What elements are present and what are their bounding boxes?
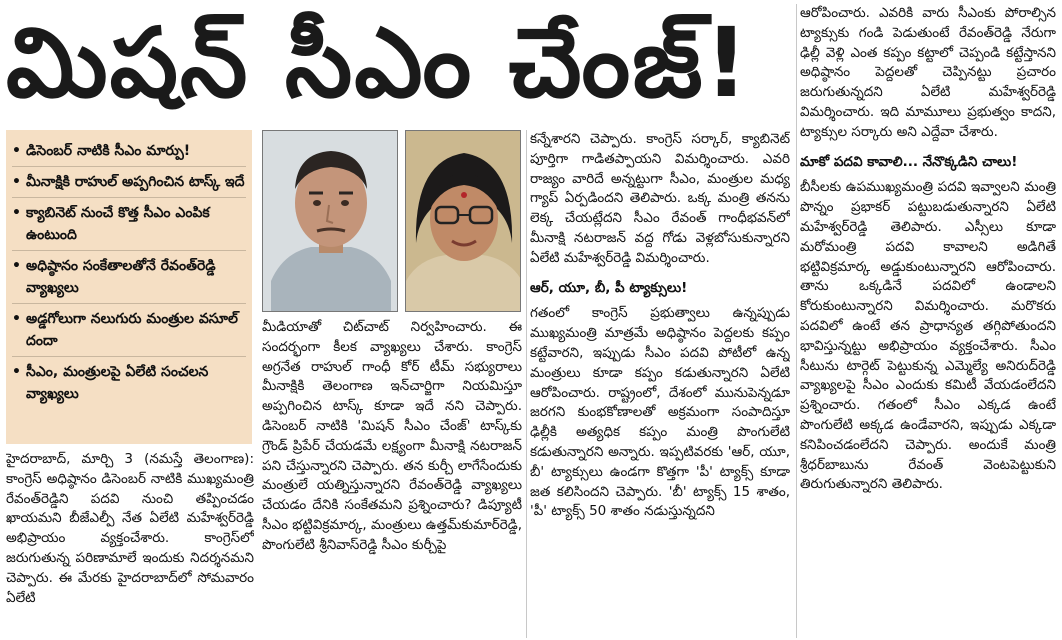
bullet-icon: • (12, 258, 21, 274)
bullet-icon: • (12, 174, 21, 190)
man-portrait-illustration (263, 131, 398, 312)
highlight-text: క్యాబినెట్ నుంచే కొత్త సీఎం ఎంపిక ఉంటుంది (26, 205, 210, 243)
article-paragraph: కన్నేశారని చెప్పారు. కాంగ్రెస్ సర్కార్, క్యాబినెట్ పూర్తిగా గాడితప్పాయని విమర్శించారు. ఎవరి రాజ్యం వారిదే అన్నట్టుగా సీఎం, మంత్రుల మధ్య గ్యాప్ ఏర్పడిందని తెలిపారు. ఒక్క మంత్రి తనను లెక్క చేయట్లేదని సీఎం రేవంత్ గాంధీభవన్‌లో మీనాక్షి నటరాజన్ వద్ద గోడు వెళ్లబోసుకున్నారని ఏలేటి మహేశ్వర్‌రెడ్డి విమర్శించారు. (530, 131, 790, 266)
highlight-item (12, 136, 246, 167)
highlight-item (12, 167, 246, 198)
article-column-4 (800, 4, 1056, 638)
highlight-text: అధిష్ఠానం సంకేతాలతోనే రేవంత్‌రెడ్డి వ్యాఖ్యలు (26, 258, 216, 296)
article-paragraph: బీసీలకు ఉపముఖ్యమంత్రి పదవి ఇవ్వాలని మంత్రి పొన్నం ప్రభాకర్ పట్టుబడుతున్నారని ఏలేటి మహేశ్వర్‌రెడ్డి తెలిపారు. ఎస్సీలు కూడా మరోమంత్రి పదవి కావాలని అడిగితే భట్టివిక్రమార్క అడ్డుకుంటున్నారని ఆరోపించారు. తాను ఒక్కడినే పదవిలో ఉండాలని కోరుకుంటున్నారని విమర్శించారు. మరొకరు పదవిలో ఉంటే తన ప్రాధాన్యత తగ్గిపోతుందని భావిస్తున్నట్టు అభిప్రాయం వ్యక్తంచేశారు. సీఎం సీటును టార్గెట్ పెట్టుకున్న ఎమ్మెల్యే అనిరుద్‌రెడ్డి వ్యాఖ్యలపై సీఎం ఎందుకు కమిటీ వేయడంలేదని ప్రశ్నించారు. గతంలో సీఎం ఎక్కడ ఉంటే పొంగులేటి అక్కడ ఉండేవారని, ఇప్పుడు ఎక్కడా కనిపించడంలేదని చెప్పారు. అందుకే మంత్రి శ్రీధర్‌బాబును రేవంత్ వెంటపెట్టుకుని తిరుగుతున్నారని తెలిపారు. (800, 179, 1056, 493)
subheading: ఆర్, యూ, బీ, పీ ట్యాక్సులు! (530, 279, 688, 296)
bullet-icon: • (12, 205, 21, 221)
highlight-item (12, 304, 246, 357)
article-column-2 (262, 318, 522, 638)
highlight-item (12, 251, 246, 304)
highlight-text: సీఎం, మంత్రులపై ఏలేటి సంచలన వ్యాఖ్యలు (26, 364, 209, 402)
woman-portrait-illustration (406, 131, 521, 312)
highlight-item (12, 198, 246, 251)
article-paragraph: మీడియాతో చిట్‌చాట్ నిర్వహించారు. ఈ సందర్భంగా కీలక వ్యాఖ్యలు చేశారు. కాంగ్రెస్ అగ్రనేత రాహుల్ గాంధీ కోర్ టీమ్ సభ్యురాలు మీనాక్షికి తెలంగాణ ఇన్‌చార్జిగా నియమిస్తూ అప్పగించిన టాస్క్ కూడా ఇదే నని చెప్పారు. డిసెంబర్ నాటికి 'మిషన్ సీఎం చేంజ్' టాస్క్‌కు గ్రౌండ్ ప్రిపేర్ చేయడమే లక్ష్యంగా మీనాక్షి నటరాజన్ పని చేస్తున్నారని చెప్పారు. తన కుర్చీ లాగేసేందుకు మంత్రులే యత్నిస్తున్నారని రేవంత్‌రెడ్డి వ్యాఖ్యలు చేయడం దేనికి సంకేతమని ప్రశ్నించారు? డిప్యూటీ సీఎం భట్టివిక్రమార్క, మంత్రులు ఉత్తమ్‌కుమార్‌రెడ్డి, పొంగులేటి శ్రీనివాస్‌రెడ్డి సీఎం కుర్చీపై (262, 319, 522, 553)
photo-man (262, 130, 398, 312)
bullet-icon: • (12, 311, 21, 327)
headline: మిషన్ సీఎం చేంజ్! (6, 7, 751, 119)
column-divider (796, 4, 797, 638)
subheading: మాకో పదవి కావాలి... నేనొక్కడిని చాలు! (800, 153, 1018, 170)
photo-woman (405, 130, 521, 312)
article-paragraph: ఆరోపించారు. ఎవరికి వారు సీఎంకు పోరాల్సిన ట్యాక్సుకు గండి పెడుతుంటే రేవంత్‌రెడ్డి నేరుగా ఢిల్లీ వెళ్లి ఎంత కప్పం కట్టాలో చెప్పండి కట్టేస్తానని అధిష్ఠానం పెద్దలతో చెప్పినట్టు ప్రచారం జరుగుతున్నదని ఏలేటి మహేశ్వర్‌రెడ్డి విమర్శించారు. ఇది మామూలు ప్రభుత్వం కాదని, ట్యాక్సుల సర్కారు అని ఎద్దేవా చేశారు. (800, 5, 1056, 140)
article-column-1 (6, 450, 254, 638)
article-paragraph: గతంలో కాంగ్రెస్ ప్రభుత్వాలు ఉన్నప్పుడు ముఖ్యమంత్రి మాత్రమే అధిష్ఠానం పెద్దలకు కప్పం కట్టేవారని, ఇప్పుడు సీఎం పదవి పోటీలో ఉన్న మంత్రులు కూడా కప్పం కడుతున్నారని ఏలేటి ఆరోపించారు. రాష్ట్రంలో, దేశంలో మునుపెన్నడూ జరగని కుంభకోణాలతో అక్రమంగా సంపాదిస్తూ ఢిల్లీకి అత్యధిక కప్పం మంత్రి పొంగులేటి కడుతున్నారని అన్నారు. ఇప్పటివరకు 'ఆర్, యూ, బీ' ట్యాక్సులు ఉండగా కొత్తగా 'పీ' ట్యాక్స్ కూడా జత కలిసిందని చెప్పారు. 'బీ' ట్యాక్స్ 15 శాతం, 'పీ' ట్యాక్స్ 50 శాతం నడుస్తున్నదని (530, 305, 790, 520)
article-paragraph: హైదరాబాద్, మార్చి 3 (నమస్తే తెలంగాణ): కాంగ్రెస్ అధిష్ఠానం డిసెంబర్ నాటికి ముఖ్యమంత్రి రేవంత్‌రెడ్డిని పదవి నుంచి తప్పించడం ఖాయమని బీజేఎల్పీ నేత ఏలేటి మహేశ్వర్‌రెడ్డి అభిప్రాయం వ్యక్తంచేశారు. కాంగ్రెస్‌లో జరుగుతున్న పరిణామాలే ఇందుకు నిదర్శనమని చెప్పారు. ఈ మేరకు హైదరాబాద్‌లో సోమవారం ఏలేటి (6, 451, 254, 606)
column-divider (526, 130, 527, 638)
bullet-icon: • (12, 364, 21, 380)
highlight-text: మీనాక్షికి రాహుల్ అప్పగించిన టాస్క్ ఇదే (26, 174, 245, 190)
article-column-3 (530, 130, 790, 638)
bullet-icon: • (12, 143, 21, 159)
highlight-item (12, 357, 246, 409)
highlight-text: అడ్డగోలుగా నలుగురు మంత్రుల వసూల్ దందా (26, 311, 238, 349)
highlights-box (6, 130, 252, 444)
highlight-text: డిసెంబర్ నాటికి సీఎం మార్పు! (26, 143, 191, 159)
